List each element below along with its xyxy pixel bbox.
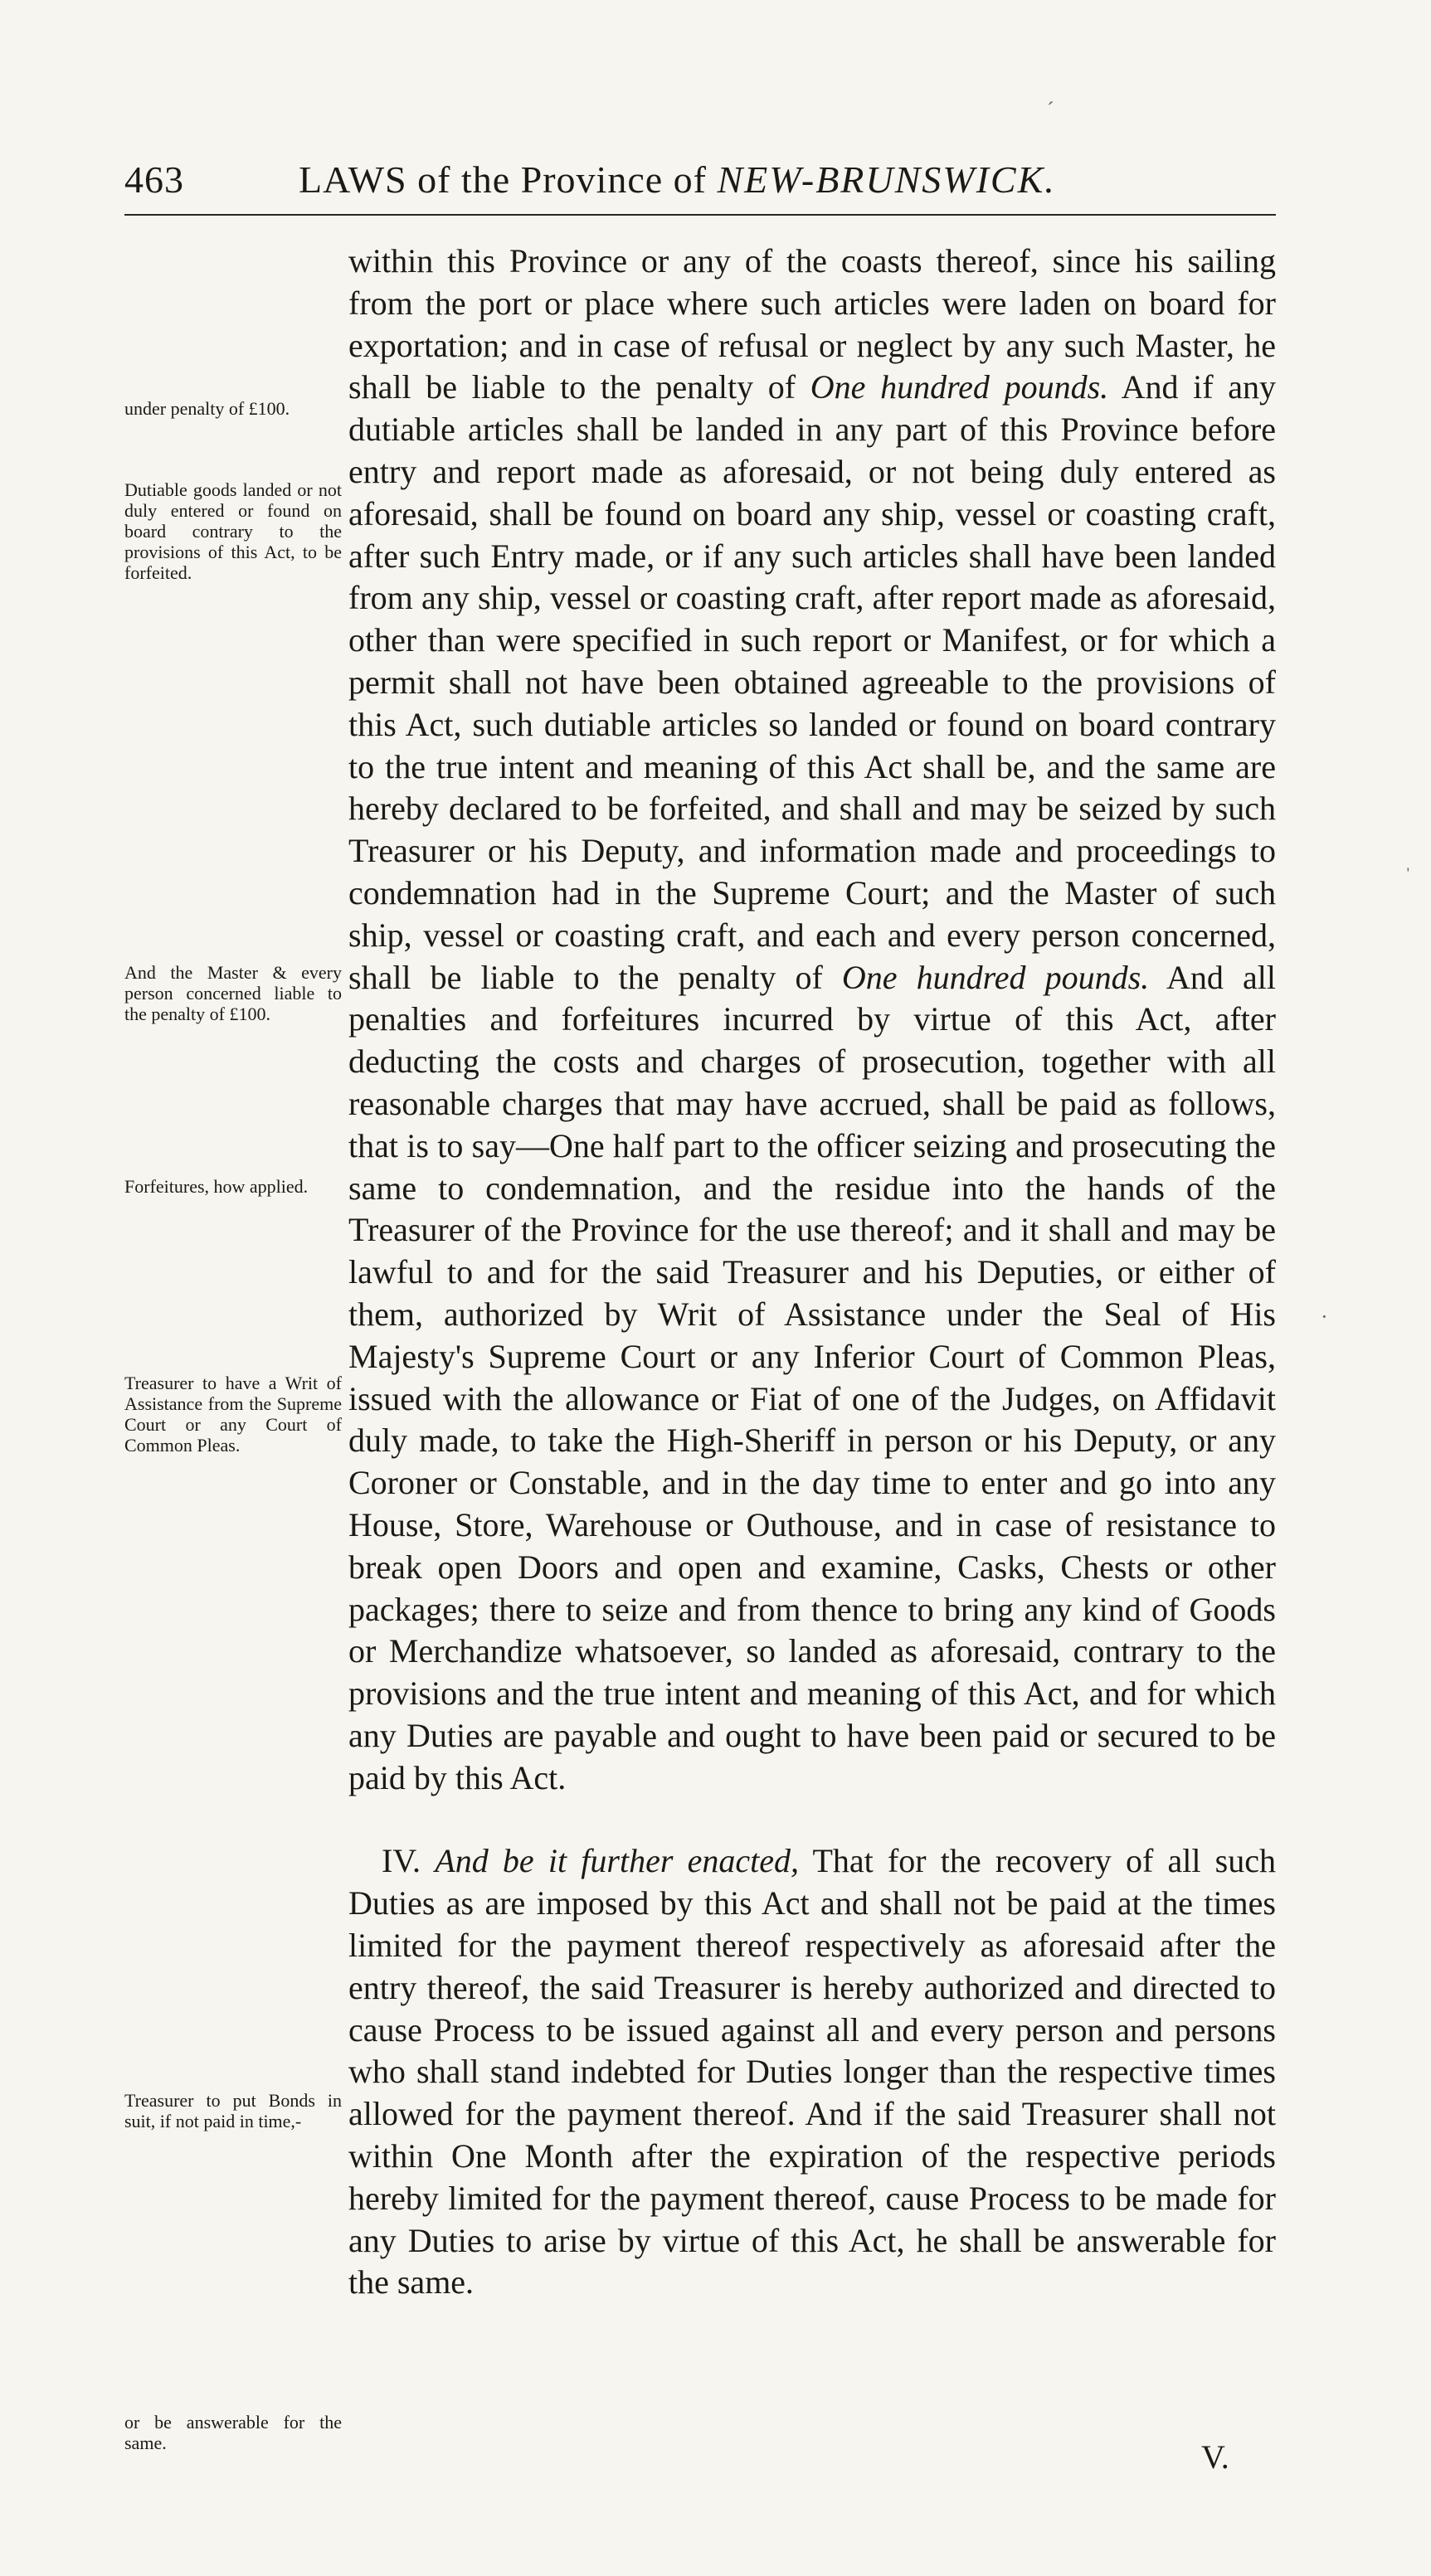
running-header <box>124 151 1286 209</box>
margin-note-answerable: or be answerable for the same. <box>124 2412 342 2453</box>
margin-note-master-liable: And the Master & every person concerned liable to the penalty of £100. <box>124 962 342 1024</box>
enacting-clause: And be it further enacted, <box>435 1842 799 1880</box>
italic-amount: One hundred pounds. <box>810 368 1109 406</box>
running-title <box>299 151 1056 209</box>
margin-note-bonds-in-suit: Treasurer to put Bonds in suit, if not paid in time,- <box>124 2090 342 2131</box>
paper-speck: · <box>1321 1305 1328 1329</box>
paragraph-continued: within this Province or any of the coasts thereof, since his sailing from the port or place where such articles were laden on board for exportation; and in case of refusal or neglect by any such Master, he shall be liable to the penalty of One hundred pounds. And if any dutiable articles shall be landed in any part of this Province before entry and report made as aforesaid, or not being duly entered as aforesaid, shall be found on board any ship, vessel or coasting craft, after such Entry made, or if any such articles shall have been landed from any ship, vessel or coasting craft, after report made as aforesaid, other than were specified in such report or Manifest, or for which a permit shall not have been obtained agreeable to the provisions of this Act, such dutiable articles so landed or found on board contrary to the true intent and meaning of this Act shall be, and the same are hereby declared to be forfeited, and shall and may be seized by such Treasurer or his Deputy, and information made and proceedings to condemnation had in the Supreme Court; and the Master of such ship, vessel or coasting craft, and each and every person concerned, shall be liable to the penalty of One hundred pounds. And all penalties and forfeitures incurred by virtue of this Act, after deducting the costs and charges of prosecution, together with all reasonable charges that may have accrued, shall be paid as follows, that is to say—One half part to the officer seizing and prosecuting the same to condemnation, and the residue into the hands of the Treasurer of the Province for the use thereof; and it shall and may be lawful to and for the said Treasurer and his Deputies, or either of them, authorized by Writ of Assistance under the Seal of His Majesty's Supreme Court or any Inferior Court of Common Pleas, issued with the allowance or Fiat of one of the Judges, on Affidavit duly made, to take the High-Sheriff in person or his Deputy, or any Coroner or Constable, and in the day time to enter and go into any House, Store, Warehouse or Outhouse, and in case of resistance to break open Doors and open and examine, Casks, Chests or other packages; there to seize and from thence to bring any kind of Goods or Merchandize whatsoever, so landed as aforesaid, contrary to the provisions and the true intent and meaning of this Act, and for which any Duties are payable and ought to have been paid or secured to be paid by this Act. <box>348 242 1276 1796</box>
margin-note-forfeited: Dutiable goods landed or not duly entered or found on board contrary to the provisions of this Act, to be forfeited. <box>124 479 342 583</box>
margin-note-writ-of-assistance: Treasurer to have a Writ of Assistance from the Supreme Court or any Court of Common Pleas. <box>124 1373 342 1456</box>
paper-speck: ˊ <box>1047 98 1054 122</box>
margin-note-forfeitures-applied: Forfeitures, how applied. <box>124 1176 309 1197</box>
section-number: IV. <box>382 1842 436 1880</box>
title-prefix: LAWS of the Province of <box>299 158 718 201</box>
paper-speck: ˌ <box>1404 848 1412 872</box>
catchword: V. <box>1201 2438 1229 2476</box>
page-number: 463 <box>124 158 184 201</box>
margin-note-penalty: under penalty of £100. <box>124 398 290 419</box>
section-iv: IV. And be it further enacted, That for the recovery of all such Duties as are imposed by this Act and shall not be paid at the times limited for the payment thereof respectively as aforesaid after the entry thereof, the said Treasurer is hereby authorized and directed to cause Process to be issued against all and every person and persons who shall stand indebted for Duties longer than the respective times allowed for the payment thereof. And if the said Treasurer shall not within One Month after the expiration of the respective periods hereby limited for the payment thereof, cause Process to be made for any Duties to arise by virtue of this Act, he shall be answerable for the same. <box>348 1842 1277 2301</box>
header-rule <box>124 214 1276 216</box>
body-text <box>348 241 1276 2304</box>
title-province: NEW-BRUNSWICK. <box>717 158 1056 201</box>
italic-amount: One hundred pounds. <box>841 958 1150 996</box>
